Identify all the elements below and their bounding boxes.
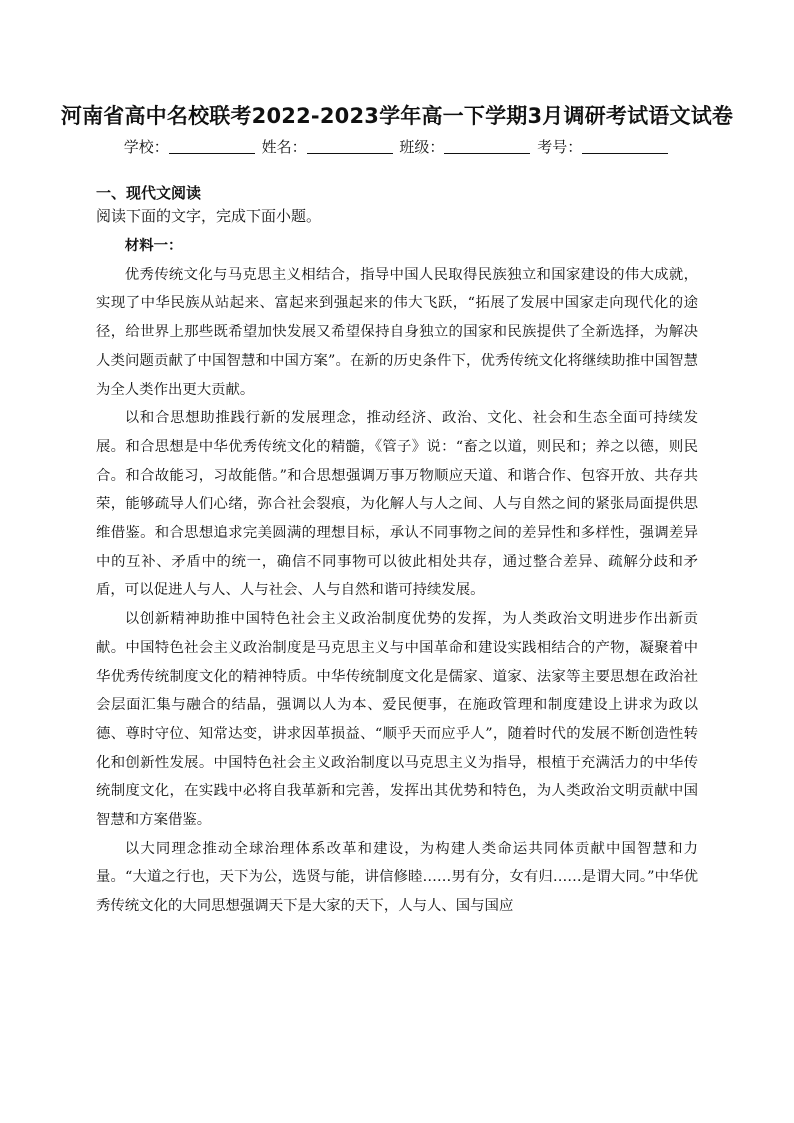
name-blank[interactable] xyxy=(307,139,393,154)
paragraph: 以和合思想助推践行新的发展理念，推动经济、政治、文化、社会和生态全面可持续发展。和合思想是中华优秀传统文化的精髓，《管子》说：“畜之以道，则民和；养之以德，则民合。和合故能习，习故能偕。”和合思想强调万事万物顺应天道、和谐合作、包容开放、共存共荣，能够疏导人们心绪，弥合社会裂痕，为化解人与人之间、人与自然之间的紧张局面提供思维借鉴。和合思想追求完美圆满的理想目标，承认不同事物之间的差异性和多样性，强调差异中的互补、矛盾中的统一，确信不同事物可以彼此相处共存，通过整合差异、疏解分歧和矛盾，可以促进人与人、人与社会、人与自然和谐可持续发展。 xyxy=(96,410,698,599)
class-blank[interactable] xyxy=(444,139,530,154)
number-label: 考号： xyxy=(537,138,583,156)
exam-title: 河南省高中名校联考2022-2023学年高一下学期3月调研考试语文试卷 xyxy=(60,104,734,128)
student-info-line xyxy=(0,136,794,157)
reading-material xyxy=(96,232,698,921)
school-label: 学校： xyxy=(123,138,169,156)
instruction-text: 阅读下面的文字，完成下面小题。 xyxy=(96,207,322,225)
name-label: 姓名： xyxy=(261,138,307,156)
paragraph: 以大同理念推动全球治理体系改革和建设，为构建人类命运共同体贡献中国智慧和力量。“大道之行也，天下为公，选贤与能，讲信修睦……男有分，女有归……是谓大同。”中华优秀传统文化的大同思想强调天下是大家的天下，人与人、国与国应 xyxy=(96,840,698,915)
section-heading: 一、现代文阅读 xyxy=(96,184,202,202)
paragraph: 优秀传统文化与马克思主义相结合，指导中国人民取得民族独立和国家建设的伟大成就，实现了中华民族从站起来、富起来到强起来的伟大飞跃，“拓展了发展中国家走向现代化的途径，给世界上那些既希望加快发展又希望保持自身独立的国家和民族提供了全新选择，为解决人类问题贡献了中国智慧和中国方案”。在新的历史条件下，优秀传统文化将继续助推中国智慧为全人类作出更大贡献。 xyxy=(96,266,698,398)
class-label: 班级： xyxy=(399,138,445,156)
paragraph: 以创新精神助推中国特色社会主义政治制度优势的发挥，为人类政治文明进步作出新贡献。中国特色社会主义政治制度是马克思主义与中国革命和建设实践相结合的产物，凝聚着中华优秀传统制度文化的精神特质。中华传统制度文化是儒家、道家、法家等主要思想在政治社会层面汇集与融合的结晶，强调以人为本、爱民便事，在施政管理和制度建设上讲求为政以德、尊时守位、知常达变，讲求因革损益、“顺乎天而应乎人”，随着时代的发展不断创造性转化和创新性发展。中国特色社会主义政治制度以马克思主义为指导，根植于充满活力的中华传统制度文化，在实践中必将自我革新和完善，发挥出其优势和特色，为人类政治文明贡献中国智慧和方案借鉴。 xyxy=(96,611,698,829)
school-blank[interactable] xyxy=(169,139,255,154)
material-label: 材料一： xyxy=(124,237,183,254)
number-blank[interactable] xyxy=(582,139,668,154)
